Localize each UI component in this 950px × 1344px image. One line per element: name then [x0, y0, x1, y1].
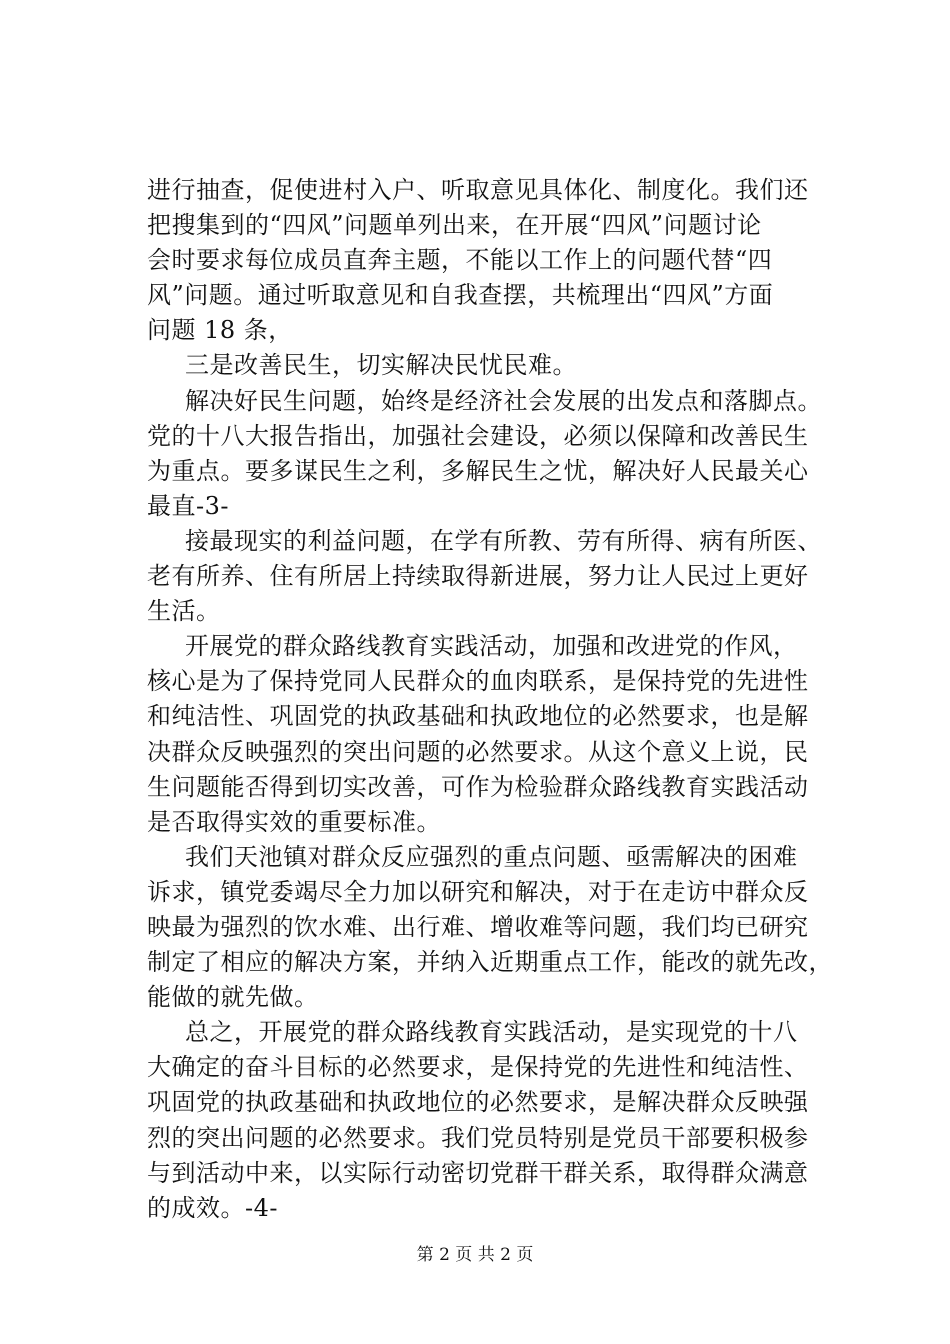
text-line: 烈的突出问题的必然要求。我们党员特别是党员干部要积极参: [147, 1123, 809, 1152]
text-line: 会时要求每位成员直奔主题，不能以工作上的问题代替“四: [147, 246, 773, 275]
text-line: 巩固党的执政基础和执政地位的必然要求，是解决群众反映强: [147, 1088, 809, 1117]
text-line: 能做的就先做。: [147, 983, 319, 1012]
text-line: 诉求，镇党委竭尽全力加以研究和解决，对于在走访中群众反: [147, 877, 809, 906]
text-line: 接最现实的利益问题，在学有所教、劳有所得、病有所医、: [185, 526, 822, 555]
text-line: 三是改善民生，切实解决民忧民难。: [185, 351, 577, 380]
text-line: 风”问题。通过听取意见和自我查摆，共梳理出“四风”方面: [147, 281, 774, 310]
text-line: 生问题能否得到切实改善，可作为检验群众路线教育实践活动: [147, 772, 809, 801]
text-line: 制定了相应的解决方案，并纳入近期重点工作，能改的就先改，: [147, 948, 833, 977]
text-line: 是否取得实效的重要标准。: [147, 807, 441, 836]
text-line: 和纯洁性、巩固党的执政基础和执政地位的必然要求，也是解: [147, 702, 809, 731]
page-footer: 第 2 页 共 2 页: [416, 1245, 534, 1265]
text-line: 把搜集到的“四风”问题单列出来，在开展“四风”问题讨论: [147, 211, 762, 240]
text-line: 党的十八大报告指出，加强社会建设，必须以保障和改善民生: [147, 421, 809, 450]
text-line: 的成效。-4-: [147, 1193, 278, 1222]
text-line: 生活。: [147, 597, 221, 626]
text-line: 我们天池镇对群众反应强烈的重点问题、亟需解决的困难: [185, 842, 798, 871]
text-line: 决群众反映强烈的突出问题的必然要求。从这个意义上说，民: [147, 737, 809, 766]
text-line: 为重点。要多谋民生之利，多解民生之忧，解决好人民最关心: [147, 456, 809, 485]
text-line: 核心是为了保持党同人民群众的血肉联系，是保持党的先进性: [147, 667, 809, 696]
text-line: 最直-3-: [147, 491, 229, 520]
document-body: [147, 173, 837, 1226]
text-line: 开展党的群众路线教育实践活动，加强和改进党的作风，: [185, 632, 798, 661]
text-line: 大确定的奋斗目标的必然要求，是保持党的先进性和纯洁性、: [147, 1053, 809, 1082]
text-line: 映最为强烈的饮水难、出行难、增收难等问题，我们均已研究: [147, 912, 809, 941]
text-line: 进行抽查，促使进村入户、听取意见具体化、制度化。我们还: [147, 176, 809, 204]
text-line: 总之，开展党的群众路线教育实践活动，是实现党的十八: [185, 1018, 798, 1047]
text-line: 解决好民生问题，始终是经济社会发展的出发点和落脚点。: [185, 386, 822, 415]
text-line: 与到活动中来，以实际行动密切党群干群关系，取得群众满意: [147, 1158, 809, 1187]
text-line: 老有所养、住有所居上持续取得新进展，努力让人民过上更好: [147, 562, 809, 591]
text-line: 问题 18 条，: [147, 316, 293, 345]
